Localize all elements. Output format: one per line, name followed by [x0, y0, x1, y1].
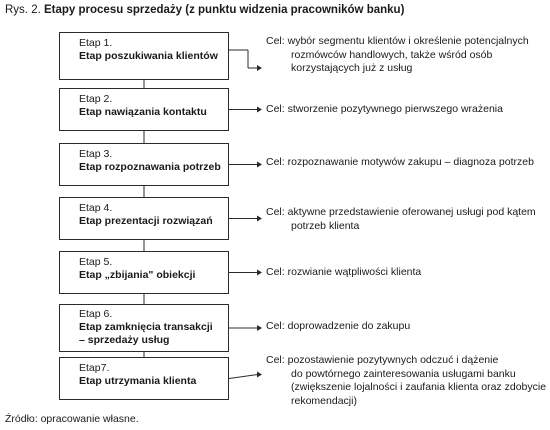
goal-line	[266, 206, 546, 220]
stage-box	[59, 32, 229, 80]
stage-name: – sprzedaży usług	[79, 334, 170, 346]
stage-number: Etap 1.	[79, 37, 113, 49]
stage-box	[59, 143, 229, 186]
source-note: Źródło: opracowanie własne.	[5, 413, 139, 425]
stage-name: Etap poszukiwania klientów	[79, 50, 218, 62]
goal-prefix: Cel:	[266, 266, 285, 278]
goal-line	[266, 266, 546, 280]
arrow-head	[257, 270, 262, 276]
goal-prefix: Cel:	[266, 354, 285, 366]
stage-goal	[266, 206, 546, 233]
goal-line	[266, 156, 546, 170]
goal-text: doprowadzenie do zakupu	[287, 320, 411, 332]
goal-line	[266, 381, 546, 395]
goal-line	[266, 220, 546, 234]
stage-box	[59, 251, 229, 294]
arrow-head	[257, 325, 262, 331]
goal-line	[266, 354, 546, 368]
goal-text: do powtórnego zainteresowania usługami banku	[291, 367, 516, 380]
arrow-head	[257, 372, 262, 378]
figure-title-text: Etapy procesu sprzedaży (z punktu widzenia pracowników banku)	[44, 4, 405, 16]
stage-goal	[266, 354, 546, 408]
stage-box	[59, 304, 229, 352]
stage-number: Etap 3.	[79, 148, 113, 160]
goal-prefix: Cel:	[266, 206, 285, 218]
arrow-head	[257, 162, 262, 168]
figure-label: Rys. 2.	[5, 4, 41, 16]
goal-line	[266, 49, 546, 63]
goal-line	[266, 368, 546, 382]
stage-name: Etap nawiązania kontaktu	[79, 106, 207, 118]
stage-box	[59, 88, 229, 131]
arrow-head	[257, 107, 262, 113]
stage-goal	[266, 320, 546, 334]
stage-name: Etap prezentacji rozwiązań	[79, 215, 213, 227]
stage-number: Etap 2.	[79, 93, 113, 105]
goal-line	[266, 395, 546, 409]
goal-line	[266, 103, 546, 117]
goal-prefix: Cel:	[266, 103, 285, 115]
stage-box	[59, 357, 229, 400]
goal-prefix: Cel:	[266, 156, 285, 168]
stage-number: Etap7.	[79, 362, 110, 374]
goal-text: potrzeb klienta	[291, 219, 360, 232]
goal-text: rekomendacji)	[291, 394, 357, 407]
stage-name: Etap „zbijania" obiekcji	[79, 269, 196, 281]
stage-box	[59, 197, 229, 240]
goal-text: (zwiększenie lojalności i zaufania klienta oraz zdobycie	[291, 381, 547, 393]
goal-prefix: Cel:	[266, 35, 285, 47]
stage-number: Etap 4.	[79, 202, 113, 214]
figure-title	[5, 4, 404, 16]
stage-goal	[266, 266, 546, 280]
goal-text: rozmówców handlowych, także wśród osób	[291, 48, 493, 61]
goal-text: wybór segmentu klientów i określenie potencjalnych	[287, 35, 529, 47]
arrow-head	[257, 65, 262, 71]
goal-prefix: Cel:	[266, 320, 285, 332]
stage-goal	[266, 103, 546, 117]
stage-number: Etap 5.	[79, 256, 113, 268]
stage-name: Etap rozpoznawania potrzeb	[79, 161, 221, 173]
stage-goal	[266, 35, 546, 76]
stage-goal	[266, 156, 546, 170]
arrow-head	[257, 216, 262, 222]
goal-line	[266, 320, 546, 334]
goal-line	[266, 35, 546, 49]
goal-text: rozwianie wątpliwości klienta	[287, 266, 422, 278]
connector-horizontal	[229, 375, 258, 379]
stage-number: Etap 6.	[79, 308, 113, 320]
goal-text: aktywne przedstawienie oferowanej usługi pod kątem	[287, 206, 536, 218]
goal-line	[266, 62, 546, 76]
goal-text: stworzenie pozytywnego pierwszego wrażenia	[287, 103, 503, 115]
goal-text: korzystających już z usług	[291, 62, 413, 74]
goal-text: pozostawienie pozytywnych odczuć i dążenie	[287, 354, 499, 366]
stage-name: Etap zamknięcia transakcji	[79, 321, 213, 333]
goal-text: rozpoznawanie motywów zakupu – diagnoza potrzeb	[287, 156, 534, 168]
stage-name: Etap utrzymania klienta	[79, 375, 197, 387]
